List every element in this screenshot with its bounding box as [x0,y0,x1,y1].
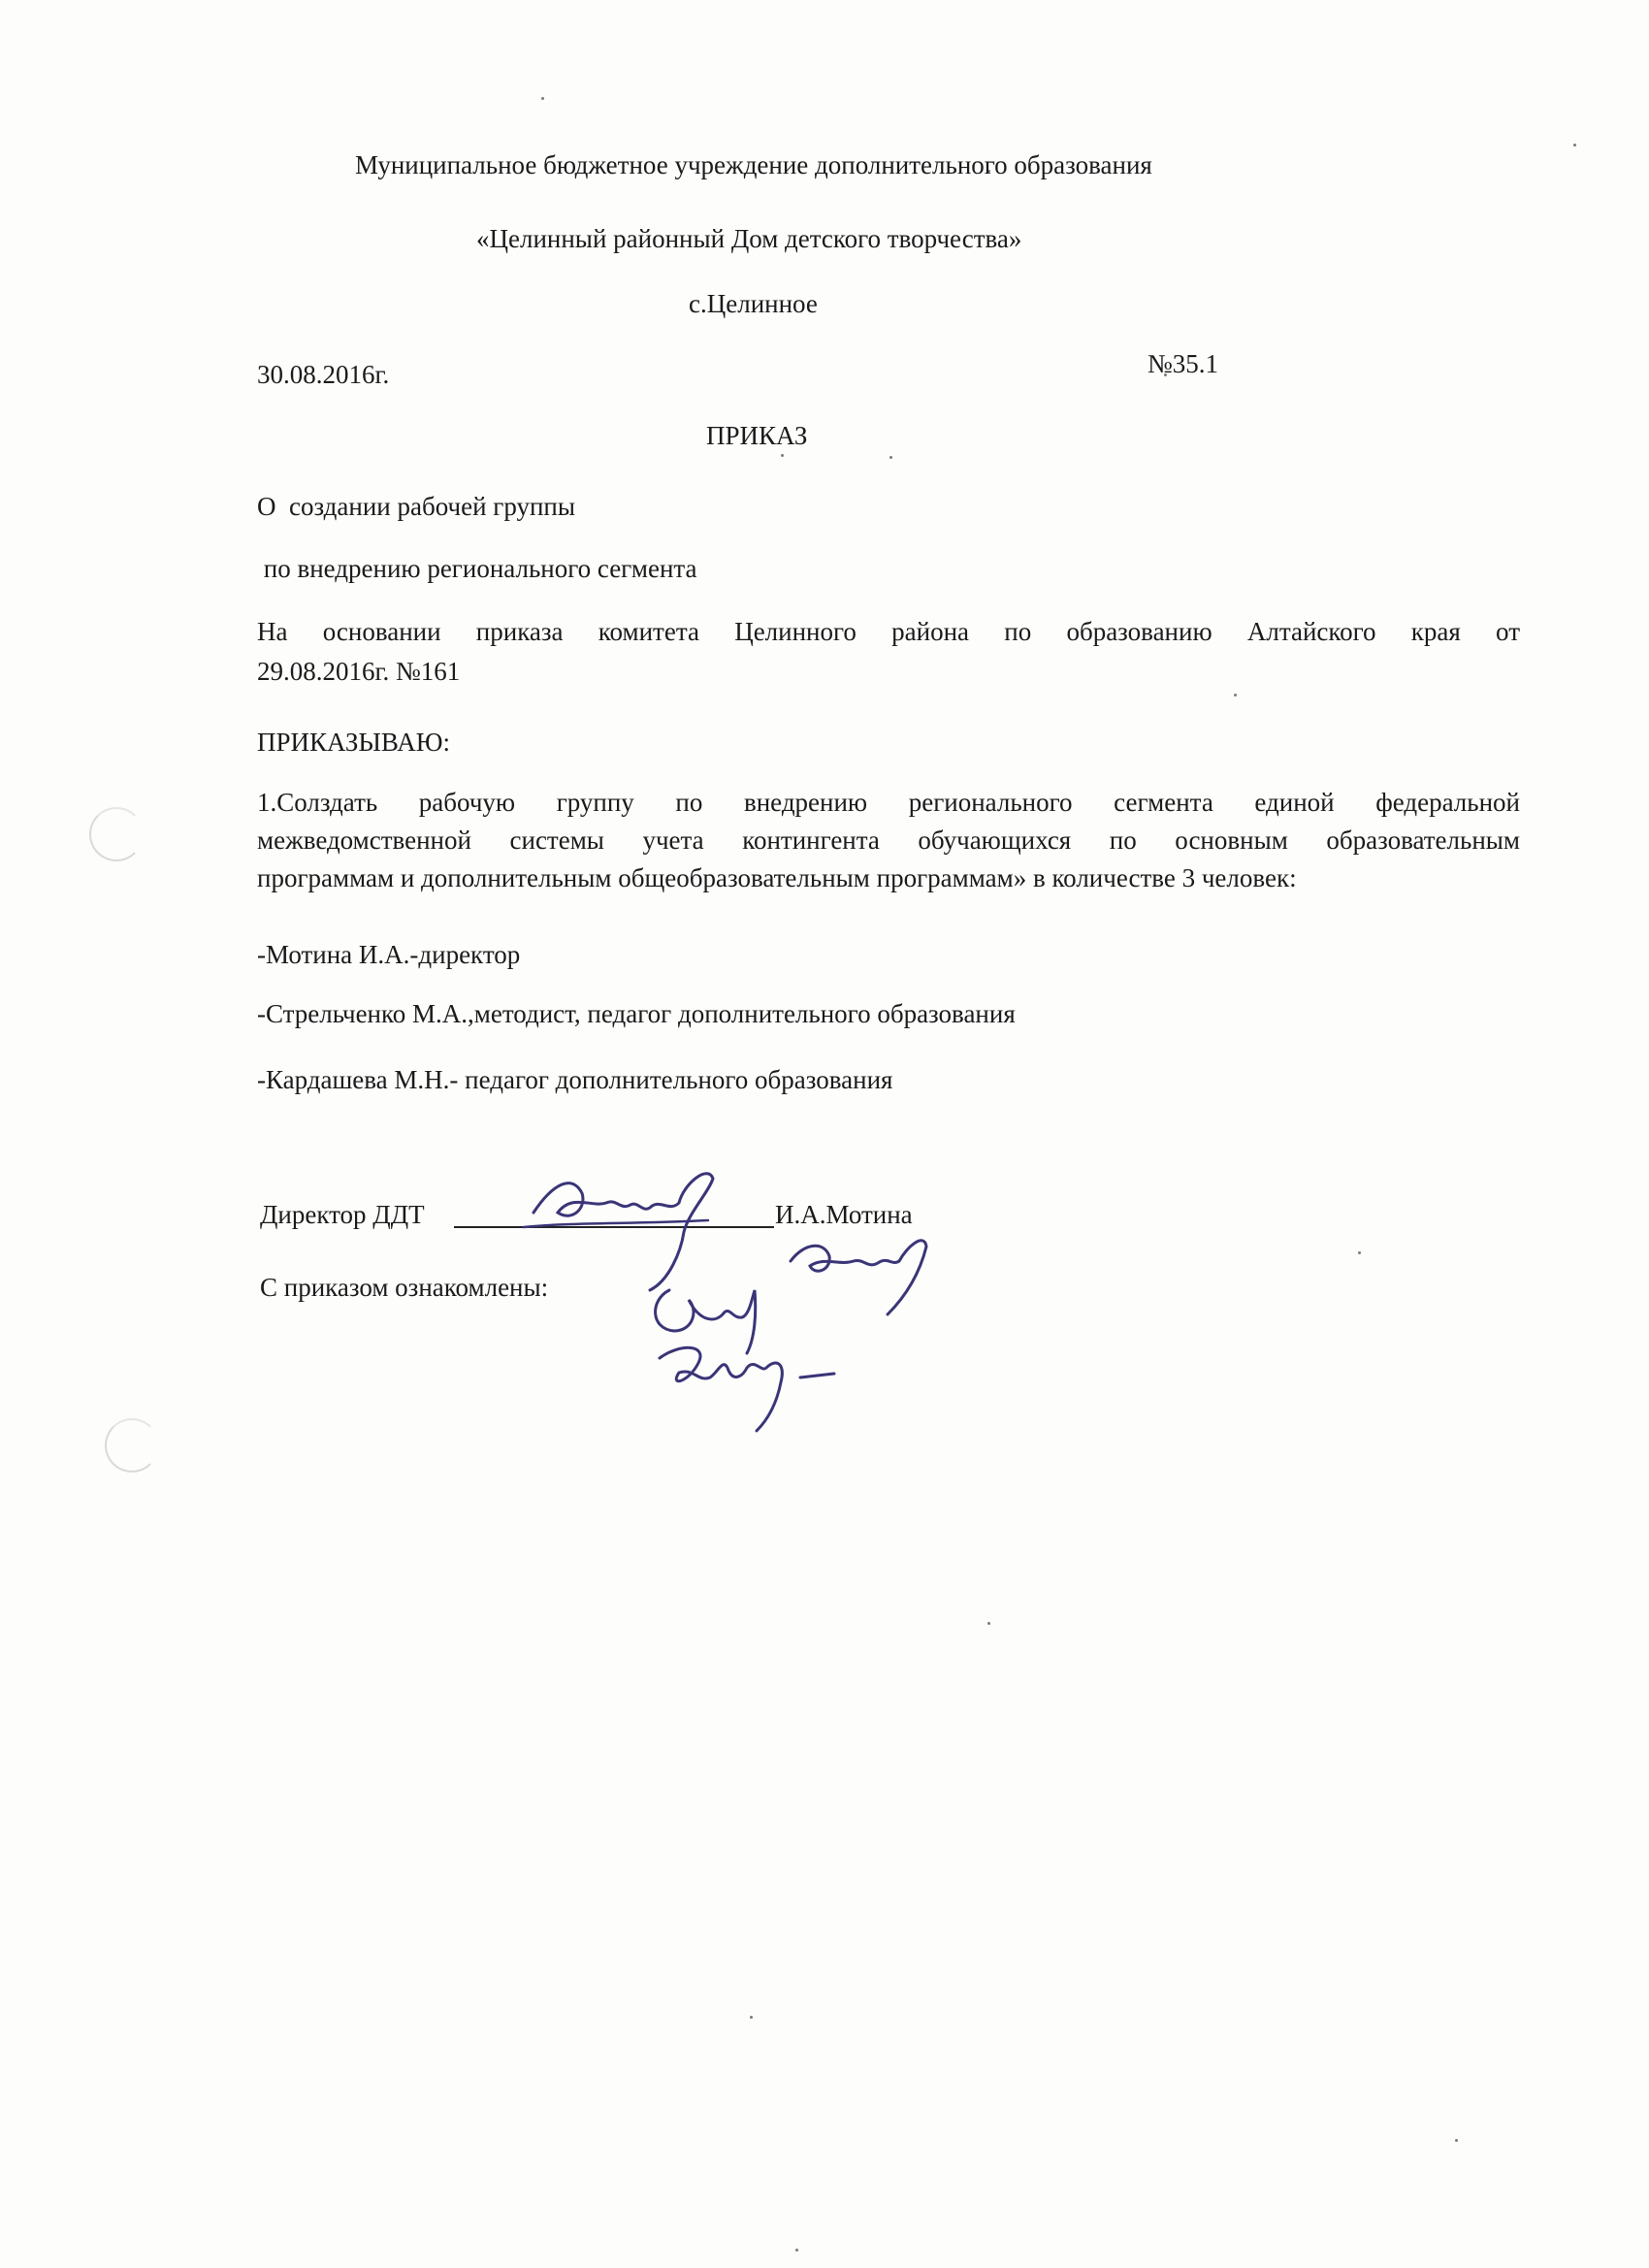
member-item: -Стрельченко М.А.,методист, педагог дополнительного образования [257,999,1016,1028]
punch-hole-top [89,807,144,861]
acquaintance-signature-3-image [640,1329,863,1436]
signature-role: Директор ДДТ [260,1200,425,1229]
subject-line-2: по внедрению регионального сегмента [257,554,697,583]
subject-line-1: О создании рабочей группы [257,492,576,521]
order-word: ПРИКАЗЫВАЮ: [257,728,450,757]
scan-speck [1358,1251,1361,1254]
scan-speck [987,1622,990,1625]
punch-hole-bottom [105,1418,159,1473]
scan-speck [541,97,544,100]
document-title: ПРИКАЗ [706,421,808,450]
order-date: 30.08.2016г. [257,360,390,389]
scan-speck [1455,2139,1458,2142]
scan-speck [795,2249,798,2252]
scan-speck [750,2016,753,2019]
item1-line-3: программам и дополнительным общеобразовательным программам» в количестве 3 человек: [257,863,1297,892]
acquainted-label: С приказом ознакомлены: [260,1273,549,1302]
location: с.Целинное [689,289,818,318]
scan-speck [1573,144,1576,146]
institution-line-2: «Целинный районный Дом детского творчества» [476,224,1022,253]
member-item: -Мотина И.А.-директор [257,940,521,969]
basis-line-2: 29.08.2016г. №161 [257,657,461,686]
item1-line-2: межведомственной системы учета контингента обучающихся по основным образовательным [257,826,1520,855]
scan-speck [781,454,784,457]
scan-speck [1234,694,1237,697]
basis-line-1: На основании приказа комитета Целинного района по образованию Алтайского края от [257,617,1520,646]
scan-speck [889,456,892,459]
signature-name: И.А.Мотина [775,1200,913,1229]
member-item: -Кардашева М.Н.- педагог дополнительного образования [257,1065,893,1094]
order-number: №35.1 [1148,349,1219,378]
item1-line-1: 1.Солздать рабочую группу по внедрению регионального сегмента единой федеральной [257,788,1520,817]
institution-line-1: Муниципальное бюджетное учреждение дополнительного образования [355,150,1152,179]
